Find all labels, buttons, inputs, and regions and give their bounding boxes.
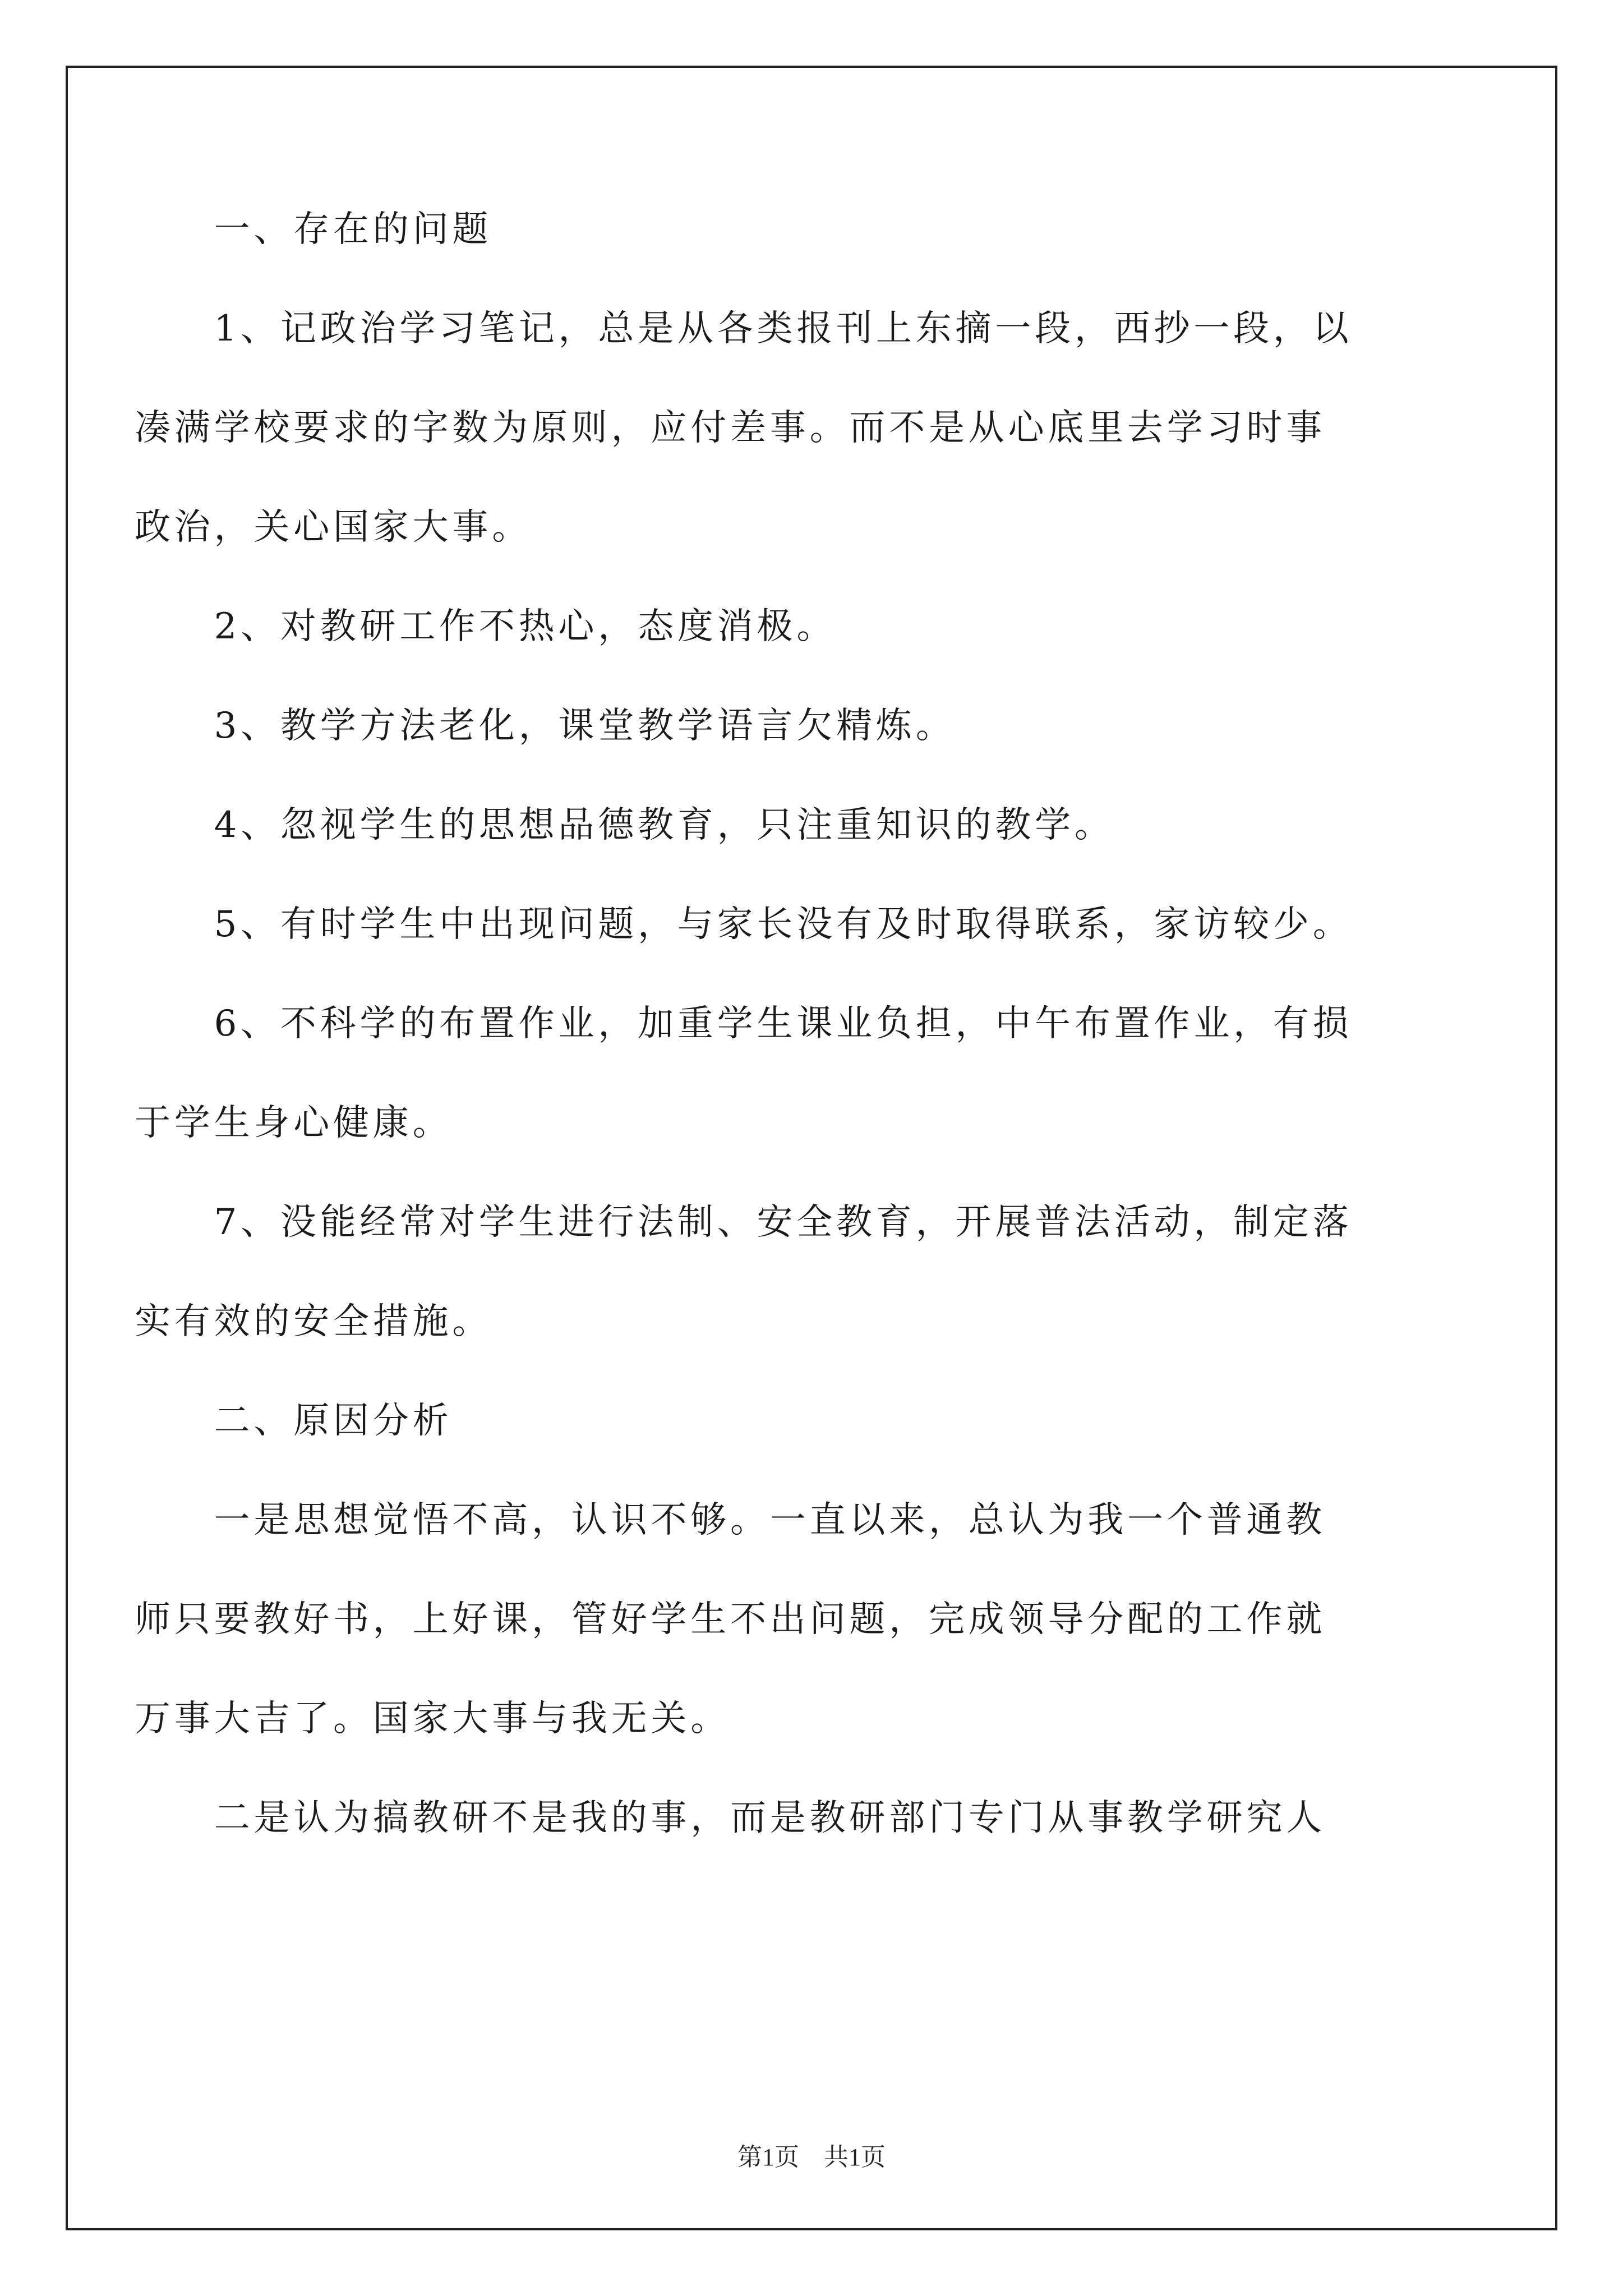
paragraph-line: 6、不科学的布置作业，加重学生课业负担，中午布置作业，有损 [135, 1003, 1353, 1045]
paragraph-line: 1、记政治学习笔记，总是从各类报刊上东摘一段，西抄一段，以 [135, 308, 1353, 349]
page-number-footer: 第1页 共1页 [737, 2143, 886, 2171]
paragraph-line: 凑满学校要求的字数为原则，应付差事。而不是从心底里去学习时事 [135, 407, 1326, 449]
paragraph-line: 万事大吉了。国家大事与我无关。 [135, 1698, 730, 1740]
section-heading-problems: 一、存在的问题 [135, 209, 492, 250]
paragraph-line: 政治，关心国家大事。 [135, 507, 532, 548]
section-heading-causes: 二、原因分析 [135, 1400, 453, 1442]
paragraph-line: 二是认为搞教研不是我的事，而是教研部门专门从事教学研究人 [135, 1797, 1326, 1839]
paragraph-line: 7、没能经常对学生进行法制、安全教育，开展普法活动，制定落 [135, 1202, 1353, 1243]
paragraph-line: 于学生身心健康。 [135, 1102, 453, 1144]
paragraph-line: 5、有时学生中出现问题，与家长没有及时取得联系，家访较少。 [135, 904, 1353, 945]
paragraph-line: 3、教学方法老化，课堂教学语言欠精炼。 [135, 705, 956, 747]
paragraph-line: 师只要教好书，上好课，管好学生不出问题，完成领导分配的工作就 [135, 1599, 1326, 1640]
paragraph-line: 一是思想觉悟不高，认识不够。一直以来，总认为我一个普通教 [135, 1499, 1326, 1541]
paragraph-line: 实有效的安全措施。 [135, 1301, 492, 1342]
paragraph-line: 2、对教研工作不热心，态度消极。 [135, 606, 837, 647]
document-body [135, 208, 1447, 1839]
paragraph-line: 4、忽视学生的思想品德教育，只注重知识的教学。 [135, 804, 1114, 846]
